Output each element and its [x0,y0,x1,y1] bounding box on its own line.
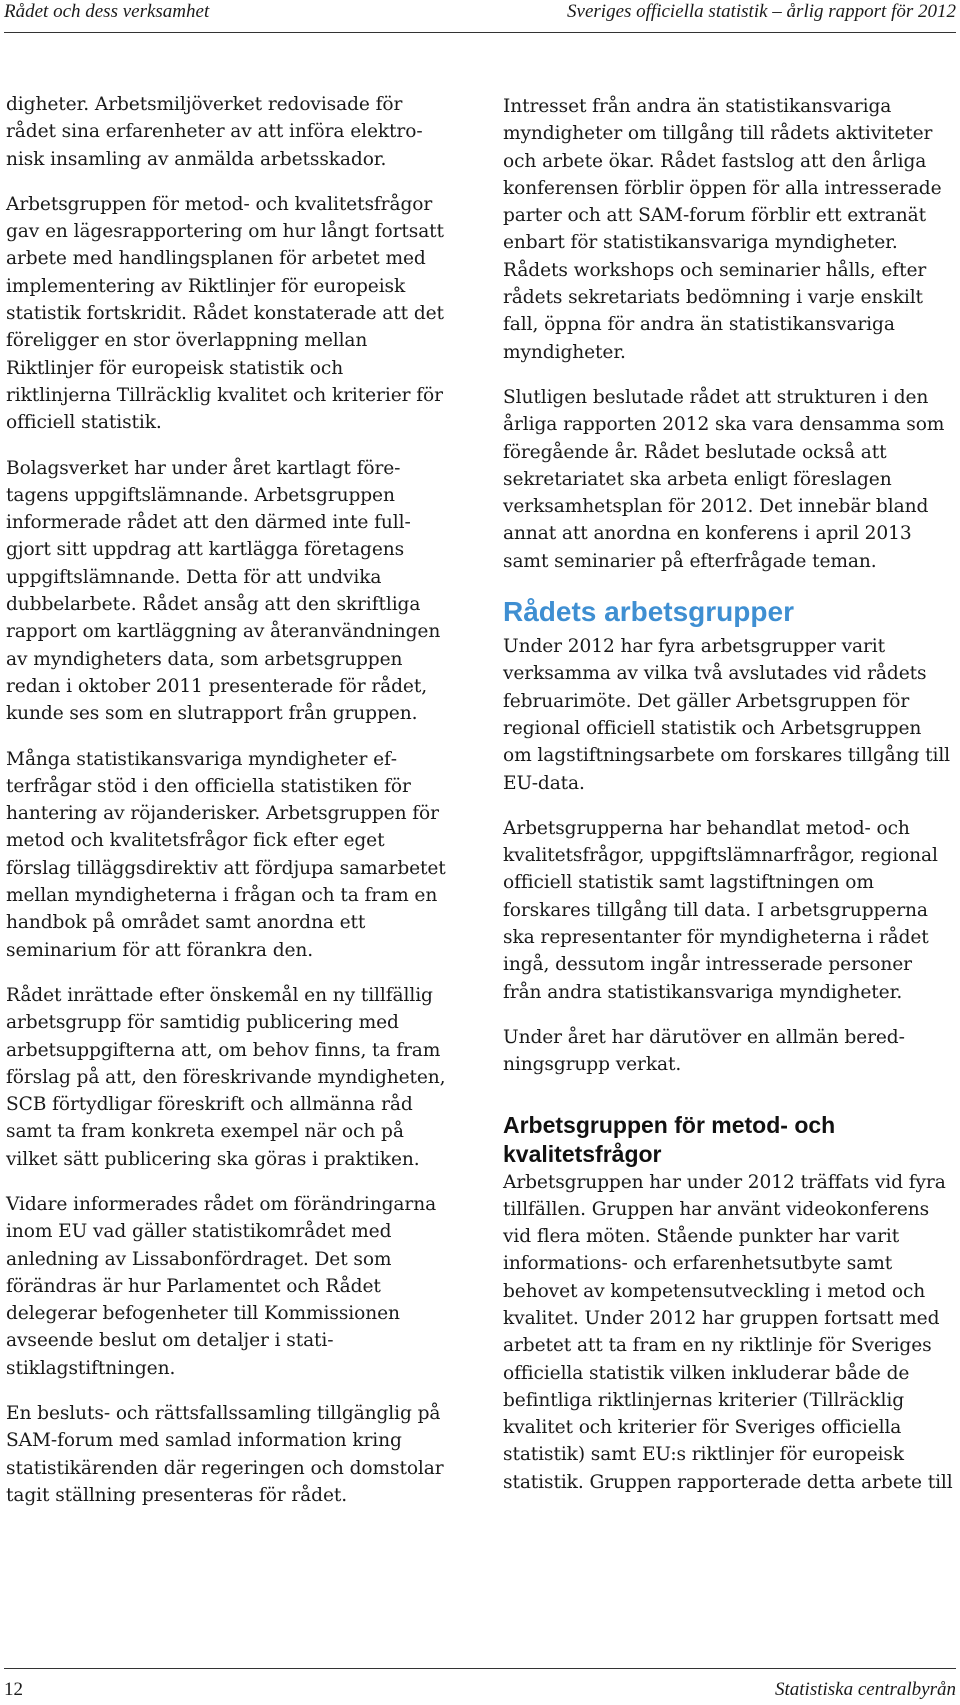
body-paragraph: Slutligen beslutade rådet att strukturen i den årliga rapporten 2012 ska vara densamma som föregående år. Rådet beslutade också att sekretariatet ska arbeta enligt föreslagen verksamhetsplan för 2012. Det innebär bland annat att anordna en konferens i april 2013 samt seminarier på efterfrågade teman. [503,386,945,572]
body-paragraph: Arbetsgrupperna har behandlat metod- och kvalitetsfrågor, uppgiftslämnarfrågor, regional officiell statistik samt lagstiftningen om forskares tillgång till data. I arbetsgrupperna ska representanter för myndigheterna i rådet ingå, dessutom ingår intresserade personer från andra statistikansvariga myndigheter. [503,817,938,1003]
body-paragraph: Under året har därutöver en allmän beredningsgrupp verkat. [503,1026,905,1076]
publication-title: Sveriges officiella statistik – årlig rapport för 2012 [567,1,956,22]
publisher-name: Statistiska centralbyrån [774,1679,956,1700]
body-paragraph: En besluts- och rättsfallssamling tillgänglig på SAM-forum med samlad information kring statistikärenden där regeringen och domstolar tagit ställning presenteras för rådet. [6,1403,444,1506]
body-paragraph: digheter. Arbetsmiljöverket redovisade för rådet sina erfarenheter av att införa elektronisk insamling av anmälda arbetsskador. [6,94,423,170]
body-paragraph: Rådet inrättade efter önskemål en ny tillfällig arbetsgrupp för samtidig publicering med arbetsuppgifterna att, om behov finns, ta fram förslag på att, den föreskrivande myndigheten, SCB förtydligar föreskrift och allmänna råd samt ta fram konkreta exempel när och på vilket sätt publicering ska göras i praktiken. [6,984,446,1170]
running-footer [4,1668,956,1705]
subsection-heading: Arbetsgruppen för metod- och kvalitetsfrågor [503,1111,836,1167]
section-heading: Rådets arbetsgrupper [503,596,794,628]
body-paragraph: Arbetsgruppen har under 2012 träffats vid fyra tillfällen. Gruppen har använt videokonferens vid flera möten. Stående punkter har varit informations- och erfarenhetsutbyte samt behovet av kompetensutveckling i metod och kvalitet. Under 2012 har gruppen fortsatt med arbetet att ta fram en ny riktlinje för Sveriges officiella statistik vilken inkluderar både de befintliga riktlinjernas kriterier (Tillräcklig kvalitet och kriterier för Sveriges officiella statistik) samt EU:s riktlinjer för europeisk statistik. Gruppen rapporterade detta arbete till [503,1171,953,1493]
running-header [4,0,956,33]
body-paragraph: Arbetsgruppen för metod- och kvalitetsfrågor gav en lägesrapportering om hur långt fortsatt arbete med handlingsplanen för arbetet med implementering av Riktlinjer för europeisk statistik fortskridit. Rådet konstaterade att det föreligger en stor överlappning mellan Riktlinjer för europeisk statistik och riktlinjerna Tillräcklig kvalitet och kriterier för officiell statistik. [6,193,444,434]
body-paragraph: Många statistikansvariga myndigheter efterfrågar stöd i den officiella statistiken för hantering av röjanderisker. Arbetsgruppen för metod och kvalitetsfrågor fick efter eget förslag tilläggsdirektiv att fördjupa samarbetet mellan myndigheterna i frågan och ta fram en handbok på området samt anordna ett seminarium för att förankra den. [6,748,446,961]
body-paragraph: Vidare informerades rådet om förändringarna inom EU vad gäller statistikområdet med anledning av Lissabonfördraget. Det som förändras är hur Parlamentet och Rådet delegerar befogenheter till Kommissionen avseende beslut om detaljer i statistiklagstiftningen. [6,1193,437,1379]
section-title: Rådet och dess verksamhet [4,1,210,22]
left-column [6,91,448,1527]
page-number: 12 [4,1679,23,1700]
body-paragraph: Bolagsverket har under året kartlagt företagens uppgiftslämnande. Arbetsgruppen informerade rådet att den därmed inte fullgjort sitt uppdrag att kartlägga företagens uppgiftslämnande. Detta för att undvika dubbelarbete. Rådet ansåg att den skriftliga rapport om kartläggning av återanvändningen av myndigheters data, som arbetsgruppen redan i oktober 2011 presenterade för rådet, kunde ses som en slutrapport från gruppen. [6,457,441,725]
body-paragraph: Intresset från andra än statistikansvariga myndigheter om tillgång till rådets aktiviteter och arbete ökar. Rådet fastslog att den årliga konferensen förblir öppen för alla intresserade parter och att SAM-forum förblir ett extranät enbart för statistikansvariga myndigheter. Rådets workshops och seminarier hålls, efter rådets sekretariats bedömning i varje enskilt fall, öppna för andra än statistikansvariga myndigheter. [503,96,942,363]
body-paragraph: Under 2012 har fyra arbetsgrupper varit verksamma av vilka två avslutades vid rådets februarimöte. Det gäller Arbetsgruppen för regional officiell statistik och Arbetsgruppen om lagstiftningsarbete om forskares tillgång till EU-data. [503,636,951,794]
right-column [503,93,953,1514]
